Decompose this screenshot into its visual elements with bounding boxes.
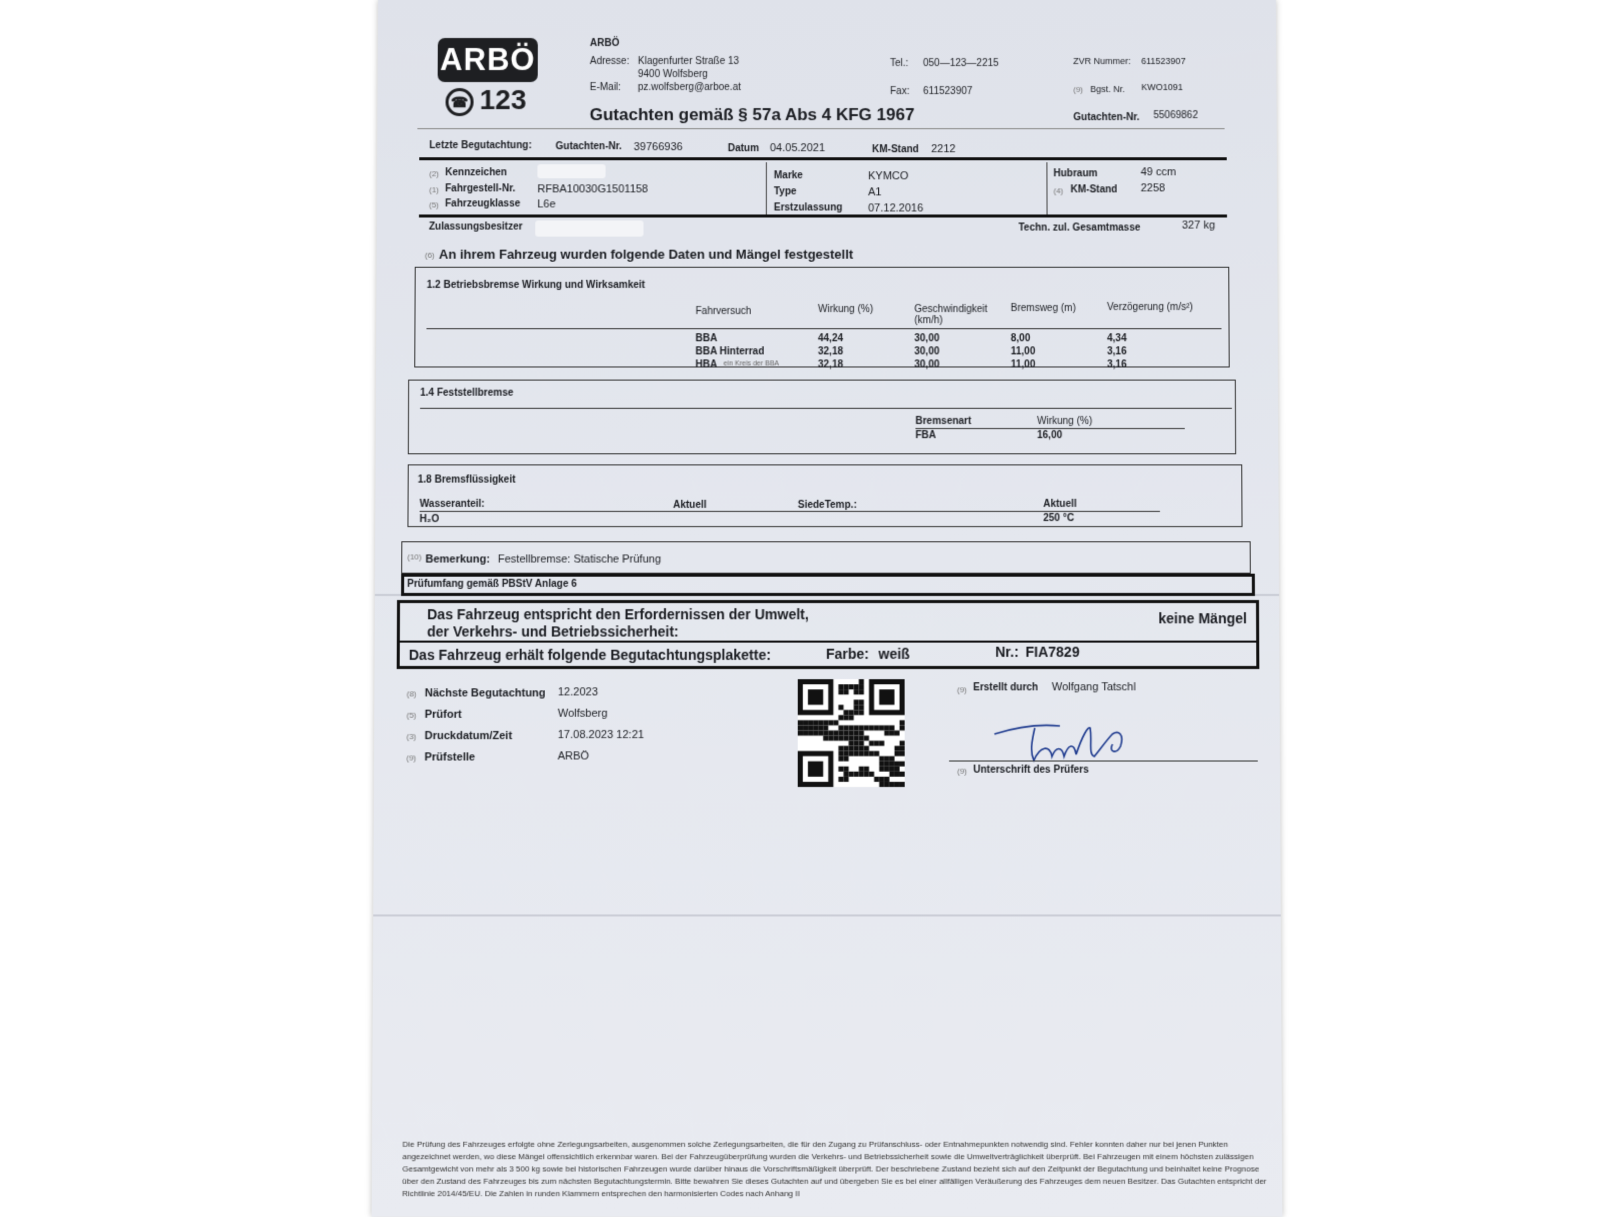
masse: 327 kg [1181,219,1216,232]
fluid-h1: Wasseranteil: [419,498,485,510]
gutachten-label: Gutachten-Nr. [1073,112,1140,124]
findings-title: An ihrem Fahrzeug wurden folgende Daten und Mängel festgestellt [438,246,854,262]
brake-cell-speed: 30,00 [914,359,940,371]
brake-cell-name: BBA Hinterrad [695,346,765,358]
email-label: E-Mail: [589,82,621,94]
remark-label: Bemerkung: [425,553,491,566]
brake-cell-verz: 4,34 [1107,333,1127,345]
last-date-label: Datum [727,143,760,155]
fax-label: Fax: [890,86,910,98]
type: A1 [868,186,882,199]
erstellt: Wolfgang Tatschl [1051,681,1136,694]
stelle-label: Prüfstelle [424,751,476,764]
brake-cell-speed: 30,00 [914,333,940,345]
tel: 050—123—2215 [923,58,999,70]
parking-title: 1.4 Feststellbremse [420,387,514,399]
next-date: 12.2023 [557,686,598,699]
paper-fold [373,914,1281,916]
parking-value: 16,00 [1037,430,1063,442]
fahrzeugklasse-label: Fahrzeugklasse [445,198,521,210]
brake-header-fahrversuch: Fahrversuch [695,306,752,318]
document-title: Gutachten gemäß § 57a Abs 4 KFG 1967 [589,105,915,125]
redacted-besitzer [535,221,643,237]
plakette-nr: FIA7829 [1025,643,1080,660]
phone-short: 123 [479,84,527,116]
farbe-value: weiß [878,645,910,662]
marke: KYMCO [868,170,909,183]
marke-label: Marke [773,170,803,182]
unterschrift-label: Unterschrift des Prüfers [973,764,1089,776]
besitzer-label: Zulassungsbesitzer [428,221,523,233]
org-name: ARBÖ [589,38,620,50]
last-km-label: KM-Stand [872,144,919,156]
brake-cell-verz: 3,16 [1107,359,1127,371]
phone-icon: ☎ [445,88,473,116]
brake-note: ein Kreis der BBA [723,360,780,368]
scope-text: Prüfumfang gemäß PBStV Anlage 6 [407,578,577,590]
brake-cell-weg: 11,00 [1010,359,1036,371]
verdict-line2: der Verkehrs- und Betriebssicherheit: [427,623,679,640]
erstzulassung-label: Erstzulassung [773,202,843,214]
stelle: ARBÖ [557,750,590,763]
last-date: 04.05.2021 [769,142,826,155]
arboe-logo: ARBÖ [438,38,538,82]
zvr: 611523907 [1141,56,1186,67]
brake-cell-speed: 30,00 [914,346,940,358]
email: pz.wolfsberg@arboe.at [637,82,741,94]
phone-logo [445,84,526,116]
fluid-h4: Aktuell [1043,498,1077,510]
brake-cell-wirkung: 32,18 [817,359,844,371]
fahrzeugklasse: L6e [537,198,556,211]
hubraum-label: Hubraum [1053,168,1098,180]
inspection-document: ARBÖ ☎ 123 ARBÖ Adresse: Klagenfurter Straße 13 9400 Wolfsberg E-Mail: pz.wolfsberg@arboe.at Tel.: 050—123—2215 Fax: 611523907 ZVR Nummer: 611523907 (9) Bgst. Nr. KWO1091 Gutachten gemäß § 57a Abs 4 KFG 1967 Gutachten-Nr. 55069862 Letzte Begutachtung: Gutachten-Nr. 39766936 Datum 04.05.2021 KM-Stand 2212 (2) Kennzeichen (1) Fahrgestell-Nr. RFBA10030G1501158 (5) Fahrzeugklasse L6e Marke KYMCO Type A1 Erstzulassung 07.12.2016 Hubraum 49 ccm (4) KM-Stand 2258 Zulassungsbesitzer Techn. zul. Gesamtmasse 327 kg (6) An ihrem Fahrzeug wurden folgende Daten und Mängel festgestellt 1.2 Betriebsbremse Wirkung und Wirksamkeit Fahrversuch Wirkung (%) Geschwindigkeit (km/h) Bremsweg (m) Verzögerung (m/s²) 1.4 Feststellbremse Bremsenart Wirkung (%) FBA 16,00 1.8 Bremsflüssigkeit Wasseranteil: Aktuell SiedeTemp.: Aktuell H₂O 250 °C (10) Bemerkung: Festellbremse: Statische Prüfung Prüfumfang gemäß PBStV Anlage 6 Das Fahrzeug entspricht den Erfordernissen der Umwelt, der Verkehrs- und Betriebssicherheit: keine Mängel Das Fahrzeug erhält folgende Begutachtungsplakette: Farbe: weiß Nr.: FIA7829 (8) Nächste Begutachtung 12.2023 (5) Prüfort Wolfsberg (3) Druckdatum/Zeit 17.08.2023 12:21 (9) Prüfstelle ARBÖ (9) Erstellt durch Wolfgang Tatschl (9) Unterschrift des Prüfers Die Prüfung des Fahrzeuges erfolgte ohne Zerlegungsarbeiten, ausgenommen solche Zerlegungsarbeiten, die für den Zugang zu Prüfanschluss- oder Entnahmepunkten notwendig sind. Fehler konnten daher nur bei jenen Punkten angezeichnet werden, wo diese Mängel offensichtlich erkennbar waren. Bei der Fahrzeugüberprüfung wurden die Verkehrs- und Betriebssicherheit sowie die Umweltverträglichkeit überprüft. Bei Fahrzeugen mit einem höchsten zulässigen Gesamtgewicht von mehr als 3 500 kg sowie bei historischen Fahrzeugen wurde darüber hinaus die Vorschriftsmäßigkeit überprüft. Der beschriebene Zustand bezieht sich auf den Zeitpunkt der Begutachtung und beinhaltet keine Prognose über den Zustand des Fahrzeuges bis zum nächsten Begutachtungstermin. Bitte bewahren Sie dieses Gutachten auf und übergeben Sie es bei einer allfälligen Veräußerung des Fahrzeuges dem neuen Besitzer. Das Gutachten entspricht der Richtlinie 2014/45/EU. Die Zahlen in runden Klammern entsprechen den harmonisierten Codes nach Anhang II BBA 44,24 30,00 8,00 4,34 BBA Hinterrad 32,18 30,00 11,00 3,16 HBA 32,18 30,00 11,00 3,16 ein Kreis der BBA [372,0,1283,1217]
address-line1: Klagenfurter Straße 13 [637,56,740,68]
remark-text: Festellbremse: Statische Prüfung [497,553,661,566]
brake-cell-name: BBA [695,333,718,345]
masse-label: Techn. zul. Gesamtmasse [1018,222,1141,234]
brake-header-wirkung: Wirkung (%) [817,304,874,316]
last-km: 2212 [931,143,956,156]
plakette-label: Das Fahrzeug erhält folgende Begutachtungsplakette: [408,646,771,663]
parking-h2: Wirkung (%) [1037,415,1093,428]
fluid-h2: Aktuell [673,499,707,511]
last-gnr-label: Gutachten-Nr. [555,141,622,153]
fax: 611523907 [923,86,973,98]
bgst: KWO1091 [1141,82,1183,93]
address-line2: 9400 Wolfsberg [637,69,708,81]
bgst-label: Bgst. Nr. [1090,84,1125,95]
erstellt-label: Erstellt durch [973,682,1039,694]
ort-label: Prüfort [424,708,462,721]
druck-label: Druckdatum/Zeit [424,729,513,743]
verdict-result: keine Mängel [1158,610,1247,627]
gutachten-number: 55069862 [1153,110,1199,122]
nr-label: Nr.: [995,643,1019,660]
brake-cell-name: HBA [695,359,718,371]
fluid-h3: SiedeTemp.: [797,499,857,511]
fluid-v4: 250 °C [1043,512,1075,525]
brake-cell-wirkung: 44,24 [817,333,844,345]
zvr-label: ZVR Nummer: [1073,56,1131,67]
brake-header-verz: Verzögerung (m/s²) [1106,301,1193,314]
hubraum: 49 ccm [1140,166,1177,179]
farbe-label: Farbe: [825,645,870,662]
address-label: Adresse: [589,56,630,68]
type-label: Type [773,186,797,198]
last-gnr: 39766936 [633,141,683,154]
tel-label: Tel.: [890,58,909,70]
parking-h1: Bremsenart [915,415,972,428]
redacted-kennzeichen [537,164,605,178]
brake-cell-wirkung: 32,18 [817,346,844,358]
parking-section [408,380,1236,455]
signature [989,716,1151,767]
fluid-v1: H₂O [419,513,440,526]
last-inspection-label: Letzte Begutachtung: [429,140,532,152]
brake-header-weg: Bremsweg (m) [1010,302,1076,315]
fine-print: Die Prüfung des Fahrzeuges erfolgte ohne Zerlegungsarbeiten, ausgenommen solche Zerlegungsarbeiten, die für den Zugang zu Prüfanschluss- oder Entnahmepunkten notwendig sind. Fehler konnten daher nur bei jenen Punkten angezeichnet werden, wo diese Mängel offensichtlich erkennbar waren. Bei der Fahrzeugüberprüfung wurden die Verkehrs- und Betriebssicherheit sowie die Umweltverträglichkeit überprüft. Bei Fahrzeugen mit einem höchsten zulässigen Gesamtgewicht von mehr als 3 500 kg sowie bei historischen Fahrzeugen wurde darüber hinaus die Vorschriftsmäßigkeit überprüft. Der beschriebene Zustand bezieht sich auf den Zeitpunkt der Begutachtung und beinhaltet keine Prognose über den Zustand des Fahrzeuges bis zum nächsten Begutachtungstermin. Bitte bewahren Sie dieses Gutachten auf und übergeben Sie es bei einer allfälligen Veräußerung des Fahrzeuges dem neuen Besitzer. Das Gutachten entspricht der Richtlinie 2014/45/EU. Die Zahlen in runden Klammern entsprechen den harmonisierten Codes nach Anhang II [402,1139,1267,1199]
fahrgestell: RFBA10030G1501158 [537,183,649,196]
fluid-title: 1.8 Bremsflüssigkeit [417,474,516,486]
fluid-section [407,464,1242,527]
druck: 17.08.2023 12:21 [557,728,645,742]
brake-header-speed: Geschwindigkeit (km/h) [914,304,988,327]
fahrgestell-label: Fahrgestell-Nr. [445,183,516,195]
kennzeichen-label: Kennzeichen [445,167,508,179]
erstzulassung: 07.12.2016 [868,202,924,215]
qr-code[interactable] [798,679,905,787]
brake-cell-weg: 8,00 [1010,333,1031,345]
brake-title: 1.2 Betriebsbremse Wirkung und Wirksamkeit [426,279,646,291]
brake-cell-verz: 3,16 [1107,346,1127,358]
next-label: Nächste Begutachtung [424,687,546,700]
km-stand-label: KM-Stand [1070,184,1118,196]
verdict-line1: Das Fahrzeug entspricht den Erfordernissen der Umwelt, [427,606,809,623]
brake-cell-weg: 11,00 [1010,346,1036,358]
km-stand: 2258 [1140,182,1166,195]
parking-name: FBA [915,430,937,442]
ort: Wolfsberg [557,707,608,720]
